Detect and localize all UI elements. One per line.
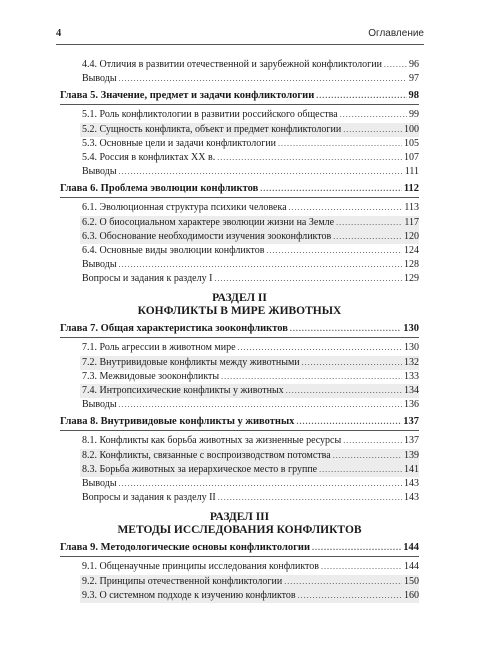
toc-section-entry[interactable]	[80, 356, 419, 370]
toc-entry-title: 7.2. Внутривидовые конфликты между животными	[82, 356, 300, 368]
toc-entry-title: 6.3. Обоснование необходимости изучения зооконфликтов	[82, 230, 332, 242]
dot-leader	[290, 322, 401, 335]
part-title: МЕТОДЫ ИССЛЕДОВАНИЯ КОНФЛИКТОВ	[117, 524, 362, 537]
toc-entry-page: 133	[404, 370, 419, 382]
toc-section-entry[interactable]	[60, 137, 419, 151]
dot-leader	[333, 230, 402, 244]
toc-entry-page: 134	[404, 385, 419, 396]
dot-leader	[260, 182, 402, 195]
dot-leader	[119, 398, 402, 412]
toc-entry-title: 7.1. Роль агрессии в животном мире	[82, 342, 236, 354]
toc-entry-page: 160	[404, 589, 419, 601]
part-title: КОНФЛИКТЫ В МИРЕ ЖИВОТНЫХ	[137, 305, 342, 318]
toc-chapter-entry[interactable]	[60, 415, 419, 431]
dot-leader	[319, 463, 402, 477]
toc-entry-title: Выводы	[82, 399, 117, 411]
toc-entry-page: 112	[403, 183, 419, 195]
dot-leader	[343, 434, 402, 448]
toc-section-entry[interactable]	[60, 272, 419, 286]
toc-section-entry[interactable]	[60, 398, 419, 412]
toc-section-entry[interactable]	[60, 108, 419, 122]
toc-entry-page: 143	[404, 477, 419, 489]
toc-entry-title: Глава 5. Значение, предмет и задачи конфликтологии	[60, 90, 315, 102]
toc-section-entry[interactable]	[60, 560, 419, 574]
toc-entry-title: 9.2. Принципы отечественной конфликтологии	[82, 575, 283, 587]
part-heading	[60, 511, 419, 537]
dot-leader	[316, 89, 406, 102]
toc-section-entry[interactable]	[80, 123, 419, 137]
toc-entry-title: 5.2. Сущность конфликта, объект и предмет конфликтологии	[82, 123, 342, 135]
dot-leader	[298, 589, 402, 603]
toc-entry-title: 5.1. Роль конфликтологии в развитии российского общества	[82, 109, 338, 121]
toc-entry-page: 144	[404, 561, 419, 573]
toc-section-entry[interactable]	[60, 201, 419, 215]
toc-section-entry[interactable]	[80, 230, 419, 244]
header-rule	[56, 44, 424, 45]
toc-entry-page: 132	[404, 356, 419, 368]
dot-leader	[238, 341, 402, 355]
toc-section-entry[interactable]	[80, 575, 419, 589]
dot-leader	[214, 272, 402, 286]
toc-section-entry[interactable]	[80, 384, 419, 398]
toc-chapter-entry[interactable]	[60, 182, 419, 198]
dot-leader	[218, 491, 402, 505]
toc-entry-title: 6.4. Основные виды эволюции конфликтов	[82, 244, 265, 256]
toc-entry-title: 9.1. Общенаучные принципы исследования конфликтов	[82, 561, 320, 573]
dot-leader	[217, 151, 402, 165]
toc-chapter-entry[interactable]	[60, 89, 419, 105]
toc-entry-title: 7.4. Интропсихические конфликты у животных	[82, 385, 284, 396]
toc-section-entry[interactable]	[60, 434, 419, 448]
dot-leader	[340, 108, 407, 122]
toc-entry-page: 100	[404, 123, 419, 135]
toc-entry-page: 96	[409, 59, 419, 70]
dot-leader	[119, 477, 402, 491]
toc-entry-page: 136	[404, 399, 419, 411]
dot-leader	[289, 201, 403, 215]
toc-entry-page: 137	[404, 435, 419, 447]
toc-entry-page: 124	[404, 244, 419, 256]
toc-entry-page: 113	[404, 202, 419, 214]
toc-entry-page: 141	[404, 463, 419, 475]
dot-leader	[278, 137, 402, 151]
dot-leader	[312, 541, 401, 554]
dot-leader	[384, 58, 407, 72]
toc-entry-title: 7.3. Межвидовые зооконфликты	[82, 370, 220, 382]
toc-entry-title: 9.3. О системном подходе к изучению конфликтов	[82, 589, 296, 601]
dot-leader	[286, 384, 402, 398]
toc-entry-page: 107	[404, 151, 419, 163]
toc-entry-page: 98	[408, 90, 419, 102]
dot-leader	[336, 216, 402, 230]
toc-section-entry[interactable]	[60, 244, 419, 258]
toc-section-entry[interactable]	[60, 370, 419, 384]
toc-entry-page: 129	[404, 273, 419, 285]
toc-chapter-entry[interactable]	[60, 541, 419, 557]
toc-entry-page: 130	[404, 342, 419, 354]
toc-section-entry[interactable]	[60, 151, 419, 165]
toc-entry-title: Глава 6. Проблема эволюции конфликтов	[60, 183, 259, 195]
toc-entry-page: 97	[409, 73, 419, 85]
toc-entry-title: Выводы	[82, 73, 117, 85]
toc-entry-page: 111	[404, 166, 419, 178]
toc-entry-page: 150	[404, 575, 419, 587]
toc-entry-page: 139	[404, 449, 419, 461]
dot-leader	[284, 575, 402, 589]
toc-entry-title: Глава 9. Методологические основы конфликтологии	[60, 542, 311, 554]
dot-leader	[321, 560, 402, 574]
toc-entry-page: 128	[404, 259, 419, 271]
toc-entry-title: Выводы	[82, 259, 117, 271]
toc-section-entry[interactable]	[60, 477, 419, 491]
toc-entry-title: 8.3. Борьба животных за иерархическое место в группе	[82, 463, 318, 475]
toc-entry-title: Глава 7. Общая характеристика зооконфликтов	[60, 323, 288, 335]
toc-entry-title: 6.2. О биосоциальном характере эволюции жизни на Земле	[82, 216, 335, 228]
dot-leader	[119, 165, 403, 179]
toc-section-entry[interactable]	[80, 216, 419, 230]
toc-entry-title: 6.1. Эволюционная структура психики человека	[82, 202, 287, 214]
toc-entry-title: Глава 8. Внутривидовые конфликты у животных	[60, 416, 295, 428]
running-head	[56, 28, 424, 39]
toc-entry-title: Вопросы и задания к разделу II	[82, 492, 216, 504]
toc-entry-page: 143	[404, 492, 419, 504]
dot-leader	[333, 449, 402, 463]
dot-leader	[296, 415, 401, 428]
dot-leader	[119, 72, 407, 86]
toc-section-entry[interactable]	[60, 258, 419, 272]
page-number: 4	[56, 28, 62, 39]
toc-entry-page: 144	[403, 542, 419, 554]
toc-section-entry[interactable]	[80, 589, 419, 603]
dot-leader	[119, 258, 402, 272]
part-number: РАЗДЕЛ III	[209, 511, 270, 524]
toc-chapter-entry[interactable]	[60, 322, 419, 338]
toc-entry-title: 5.4. Россия в конфликтах XX в.	[82, 151, 216, 163]
toc-entry-page: 105	[404, 137, 419, 149]
toc-entry-page: 130	[403, 323, 419, 335]
toc-entry-page: 120	[404, 230, 419, 242]
toc-section-entry[interactable]	[80, 463, 419, 477]
dot-leader	[343, 123, 402, 137]
running-title: Оглавление	[368, 28, 424, 39]
toc-entry-title: Выводы	[82, 166, 117, 178]
toc-entry-page: 99	[409, 109, 419, 121]
toc-section-entry[interactable]	[60, 58, 419, 72]
toc-section-entry[interactable]	[60, 165, 419, 179]
toc-section-entry[interactable]	[60, 72, 419, 86]
toc-entry-title: 5.3. Основные цели и задачи конфликтологии	[82, 137, 277, 149]
toc-section-entry[interactable]	[80, 449, 419, 463]
toc-entry-title: 8.1. Конфликты как борьба животных за жизненные ресурсы	[82, 435, 342, 447]
toc-entry-title: Выводы	[82, 477, 117, 489]
dot-leader	[221, 370, 402, 384]
part-heading	[60, 292, 419, 318]
toc-entry-page: 137	[403, 416, 419, 428]
toc-entry-title: 4.4. Отличия в развитии отечественной и зарубежной конфликтологии	[82, 59, 382, 70]
part-number: РАЗДЕЛ II	[212, 292, 267, 305]
toc-entry-title: Вопросы и задания к разделу I	[82, 273, 213, 285]
toc-section-entry[interactable]	[60, 341, 419, 355]
toc-section-entry[interactable]	[60, 491, 419, 505]
toc-entry-page: 117	[404, 216, 419, 228]
toc-entry-title: 8.2. Конфликты, связанные с воспроизводством потомства	[82, 449, 331, 461]
dot-leader	[302, 356, 402, 370]
dot-leader	[266, 244, 402, 258]
table-of-contents	[60, 58, 419, 603]
